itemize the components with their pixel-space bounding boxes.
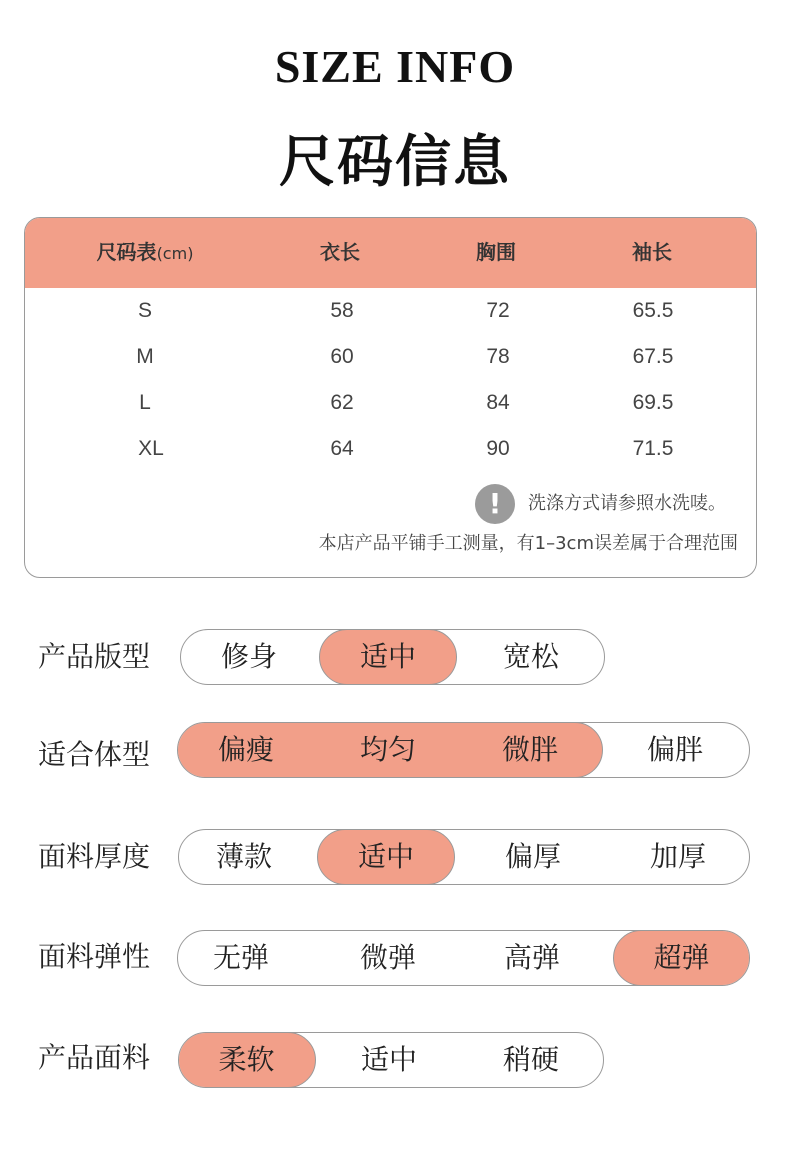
table-row [25, 337, 756, 377]
option-soft-selected[interactable]: 柔软 [178, 1032, 316, 1088]
cell-sleeve: 65.5 [632, 299, 674, 322]
option-no-stretch[interactable]: 无弹 [212, 940, 269, 974]
option-loose[interactable]: 宽松 [502, 639, 559, 673]
cell-length: 58 [330, 299, 354, 322]
cell-size: L [139, 391, 151, 414]
header-size-label: 尺码表(cm) [96, 240, 194, 264]
header-sleeve: 袖长 [632, 240, 672, 264]
option-thin[interactable]: 偏瘦 [217, 732, 274, 766]
cell-length: 60 [330, 345, 354, 368]
option-extra-thick[interactable]: 加厚 [649, 839, 706, 873]
attr-body-type-scale [177, 722, 750, 778]
option-heavy[interactable]: 偏胖 [646, 732, 703, 766]
wash-note: 洗涤方式请参照水洗唛。 [528, 493, 726, 514]
table-row [25, 429, 756, 469]
option-medium-selected[interactable]: 适中 [317, 829, 455, 885]
cell-chest: 84 [486, 391, 510, 414]
attr-thickness-scale [178, 829, 750, 885]
cell-length: 64 [330, 437, 354, 460]
attr-fabric-scale [178, 1032, 604, 1088]
measure-note: 本店产品平铺手工测量，有1–3cm误差属于合理范围 [318, 533, 738, 554]
option-medium-softness[interactable]: 适中 [360, 1042, 417, 1076]
attr-label-elasticity: 面料弹性 [38, 940, 151, 973]
option-super-stretch-selected[interactable]: 超弹 [613, 930, 750, 986]
table-row [25, 383, 756, 423]
size-table-card [24, 217, 757, 578]
cell-chest: 72 [486, 299, 510, 322]
option-thick[interactable]: 偏厚 [504, 839, 561, 873]
attr-label-body-type: 适合体型 [38, 738, 151, 771]
attr-elasticity-scale [177, 930, 750, 986]
page-title-en: SIZE INFO [274, 41, 516, 92]
cell-sleeve: 69.5 [632, 391, 674, 414]
option-slim[interactable]: 修身 [220, 639, 277, 673]
size-table-header [25, 218, 756, 288]
header-length: 衣长 [320, 240, 360, 264]
cell-size: XL [138, 437, 164, 460]
option-average[interactable]: 均匀 [359, 732, 416, 766]
attr-label-fabric: 产品面料 [38, 1041, 151, 1074]
cell-sleeve: 67.5 [632, 345, 674, 368]
option-regular-selected[interactable]: 适中 [319, 629, 457, 685]
exclamation-icon: ! [475, 484, 515, 524]
page-title-cn: 尺码信息 [279, 130, 511, 195]
attr-fit-scale [180, 629, 605, 685]
header-chest: 胸围 [476, 240, 516, 264]
cell-size: S [137, 299, 152, 322]
option-stiff[interactable]: 稍硬 [502, 1042, 559, 1076]
cell-sleeve: 71.5 [632, 437, 674, 460]
option-thin-fabric[interactable]: 薄款 [215, 839, 272, 873]
cell-chest: 90 [486, 437, 510, 460]
option-slight-stretch[interactable]: 微弹 [359, 940, 416, 974]
attr-label-fit: 产品版型 [38, 640, 151, 673]
option-slightly-heavy[interactable]: 微胖 [501, 732, 558, 766]
attr-label-thickness: 面料厚度 [38, 840, 151, 873]
cell-length: 62 [330, 391, 354, 414]
table-row [25, 291, 756, 331]
cell-size: M [136, 345, 154, 368]
option-high-stretch[interactable]: 高弹 [503, 940, 560, 974]
cell-chest: 78 [486, 345, 510, 368]
